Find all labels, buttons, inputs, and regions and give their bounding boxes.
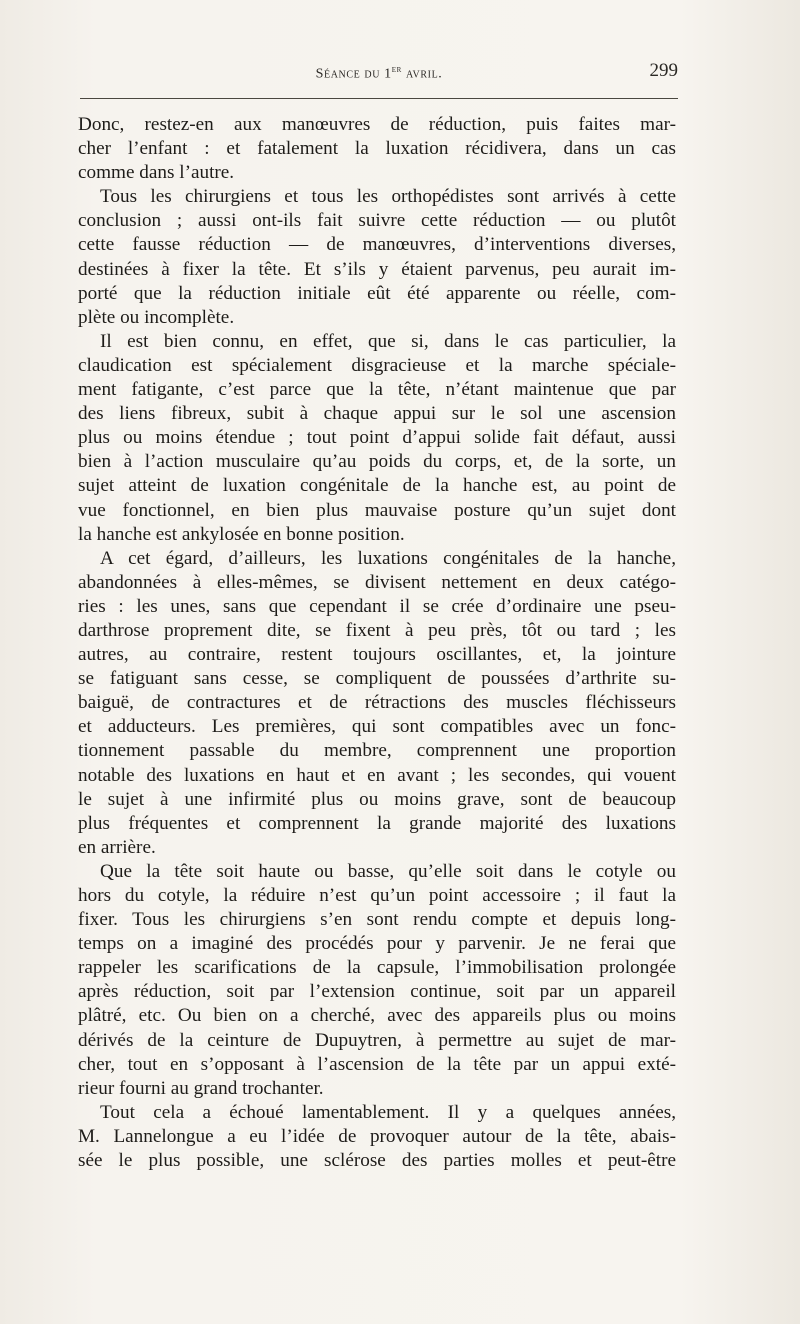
text-line: plâtré, etc. Ou bien on a cherché, avec des appareils plus ou moins [78, 1005, 676, 1027]
text-line: la hanche est ankylosée en bonne position. [78, 523, 405, 545]
page-number: 299 [649, 60, 678, 81]
text-line: temps on a imaginé des procédés pour y parvenir. Je ne ferai que [78, 933, 676, 955]
running-title-main: Séance du 1 [315, 66, 392, 82]
running-header [80, 60, 678, 90]
text-line: sée le plus possible, une sclérose des parties molles et peut-être [78, 1150, 676, 1172]
text-line: le sujet à une infirmité plus ou moins grave, sont de beaucoup [78, 788, 676, 810]
text-line: hors du cotyle, la réduire n’est qu’un point accessoire ; il faut la [78, 885, 676, 906]
text-line: conclusion ; aussi ont-ils fait suivre cette réduction — ou plutôt [78, 210, 676, 232]
text-line: Que la tête soit haute ou basse, qu’elle soit dans le cotyle ou [100, 860, 676, 882]
text-line: vue fonctionnel, en bien plus mauvaise posture qu’un sujet dont [78, 499, 676, 521]
text-line: A cet égard, d’ailleurs, les luxations congénitales de la hanche, [100, 547, 676, 569]
text-line: autres, au contraire, restent toujours oscillantes, et, la jointure [78, 644, 676, 666]
text-line: porté que la réduction initiale eût été apparente ou réelle, com- [78, 282, 676, 304]
text-line: Il est bien connu, en effet, que si, dans le cas particulier, la [100, 330, 676, 352]
text-line: bien à l’action musculaire qu’au poids du corps, et, de la sorte, un [78, 451, 676, 473]
text-line: Tout cela a échoué lamentablement. Il y a quelques années, [100, 1101, 676, 1123]
text-line: se fatiguant sans cesse, se compliquent de poussées d’arthrite su- [78, 668, 676, 690]
text-line: fixer. Tous les chirurgiens s’en sont rendu compte et depuis long- [78, 909, 676, 931]
text-line: ment fatigante, c’est parce que la tête, n’étant maintenue que par [78, 379, 676, 401]
text-line: Tous les chirurgiens et tous les orthopédistes sont arrivés à cette [100, 186, 676, 208]
text-line: rappeler les scarifications de la capsule, l’immobilisation prolongée [78, 957, 676, 979]
text-line: rieur fourni au grand trochanter. [78, 1077, 324, 1099]
text-line: plète ou incomplète. [78, 306, 235, 328]
running-title-superscript: er [391, 64, 402, 75]
text-line: cher l’enfant : et fatalement la luxation récidivera, dans un cas [78, 138, 676, 160]
text-line: sujet atteint de luxation congénitale de la hanche est, au point de [78, 475, 676, 497]
text-line: après réduction, soit par l’extension continue, soit par un appareil [78, 981, 676, 1003]
text-line: claudication est spécialement disgracieuse et la marche spéciale- [78, 354, 676, 376]
text-line: plus fréquentes et comprennent la grande majorité des luxations [78, 812, 676, 834]
body-text [78, 113, 676, 1173]
text-line: cher, tout en s’opposant à l’ascension de la tête par un appui exté- [78, 1053, 676, 1075]
text-line: Donc, restez-en aux manœuvres de réduction, puis faites mar- [78, 114, 676, 135]
text-line: des liens fibreux, subit à chaque appui sur le sol une ascension [78, 403, 676, 425]
text-line: abandonnées à elles-mêmes, se divisent nettement en deux catégo- [78, 571, 676, 593]
text-line: dérivés de la ceinture de Dupuytren, à permettre au sujet de mar- [78, 1029, 676, 1051]
text-line: comme dans l’autre. [78, 162, 235, 184]
text-line: M. Lannelongue a eu l’idée de provoquer autour de la tête, abais- [78, 1125, 676, 1147]
text-line: et adducteurs. Les premières, qui sont compatibles avec un fonc- [78, 716, 676, 738]
text-line: baiguë, de contractures et de rétractions des muscles fléchisseurs [78, 692, 676, 714]
text-line: plus ou moins étendue ; tout point d’appui solide fait défaut, aussi [78, 427, 676, 449]
text-line: ries : les unes, sans que cependant il se crée d’ordinaire une pseu- [78, 595, 676, 617]
text-line: notable des luxations en haut et en avant ; les secondes, qui vouent [78, 764, 676, 786]
text-line: darthrose proprement dite, se fixent à peu près, tôt ou tard ; les [78, 619, 676, 641]
text-line: cette fausse réduction — de manœuvres, d’interventions diverses, [78, 234, 676, 256]
running-title [80, 64, 678, 83]
text-line: tionnement passable du membre, comprennent une proportion [78, 740, 676, 762]
text-line: destinées à fixer la tête. Et s’ils y étaient parvenus, peu aurait im- [78, 258, 676, 280]
header-rule [80, 98, 678, 99]
text-line: en arrière. [78, 836, 156, 858]
running-title-month: avril. [401, 66, 443, 82]
